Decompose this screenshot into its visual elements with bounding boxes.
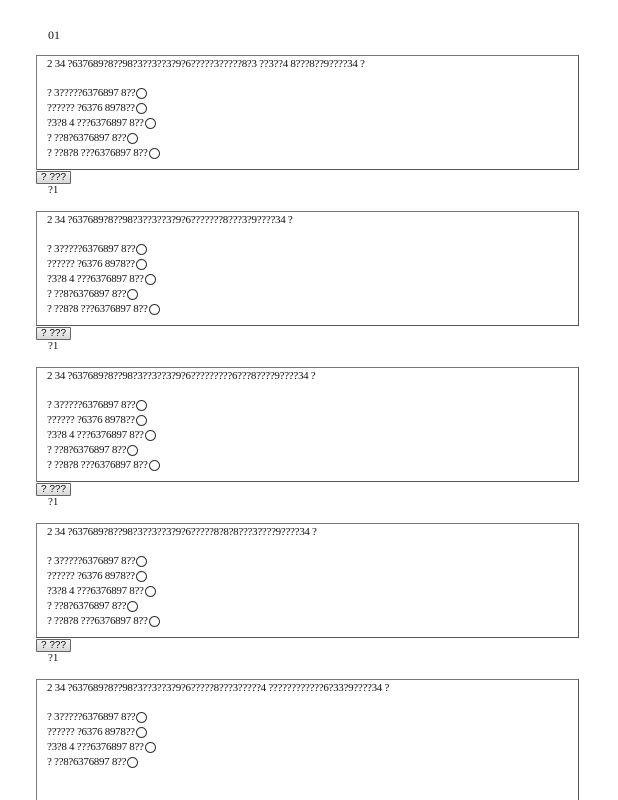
choice-label: ? 3?????6376897 8??	[47, 87, 136, 99]
radio-button[interactable]	[136, 244, 147, 255]
choice-item[interactable]	[47, 614, 568, 629]
choice-item[interactable]	[47, 242, 568, 257]
radio-button[interactable]	[136, 259, 147, 270]
radio-button[interactable]	[127, 289, 138, 300]
choice-item[interactable]	[47, 569, 568, 584]
choice-label: ? ??8?6376897 8??	[47, 132, 127, 144]
radio-button[interactable]	[149, 460, 160, 471]
radio-button[interactable]	[145, 430, 156, 441]
choice-item[interactable]	[47, 86, 568, 101]
radio-button[interactable]	[149, 304, 160, 315]
radio-button[interactable]	[145, 742, 156, 753]
radio-button[interactable]	[145, 586, 156, 597]
radio-button[interactable]	[136, 103, 147, 114]
radio-button[interactable]	[136, 712, 147, 723]
choice-item[interactable]	[47, 287, 568, 302]
radio-button[interactable]	[145, 118, 156, 129]
choice-label: ?????? ?6376 8978??	[47, 570, 135, 582]
choice-item[interactable]	[47, 740, 568, 755]
choice-item[interactable]	[47, 554, 568, 569]
choice-item[interactable]	[47, 725, 568, 740]
choice-item[interactable]	[47, 443, 568, 458]
choice-label: ? ??8?8 ???6376897 8??	[47, 147, 148, 159]
choice-label: ?3?8 4 ???6376897 8??	[47, 429, 144, 441]
choice-item[interactable]	[47, 146, 568, 161]
submit-button[interactable]: ? ???	[36, 327, 71, 340]
choice-item[interactable]	[47, 257, 568, 272]
choice-label: ? ??8?6376897 8??	[47, 600, 127, 612]
question-box	[36, 679, 579, 800]
result-text: ?1	[48, 652, 59, 664]
choice-label: ?3?8 4 ???6376897 8??	[47, 273, 144, 285]
choice-item[interactable]	[47, 101, 568, 116]
choice-label: ?3?8 4 ???6376897 8??	[47, 585, 144, 597]
choice-item[interactable]	[47, 584, 568, 599]
choice-item[interactable]	[47, 599, 568, 614]
choice-label: ?????? ?6376 8978??	[47, 258, 135, 270]
radio-button[interactable]	[127, 601, 138, 612]
question-box	[36, 211, 579, 326]
page-title: 01	[48, 28, 60, 42]
question-text: 2 34 ?637689?8??98?3??3??3?9?6???????8???3?9????34 ?	[47, 214, 293, 226]
choice-item[interactable]	[47, 272, 568, 287]
choice-item[interactable]	[47, 302, 568, 317]
question-text: 2 34 ?637689?8??98?3??3??3?9?6?????8???3?????4 ????????????6?33?9????34 ?	[47, 682, 390, 694]
question-text: 2 34 ?637689?8??98?3??3??3?9?6?????????6???8????9????34 ?	[47, 370, 316, 382]
question-block	[36, 523, 579, 665]
result-text: ?1	[48, 184, 59, 196]
choice-item[interactable]	[47, 710, 568, 725]
choice-label: ? ??8?6376897 8??	[47, 444, 127, 456]
choice-label: ? ??8?6376897 8??	[47, 756, 127, 768]
result-text: ?1	[48, 496, 59, 508]
radio-button[interactable]	[136, 88, 147, 99]
choice-item[interactable]	[47, 131, 568, 146]
submit-button[interactable]: ? ???	[36, 483, 71, 496]
radio-button[interactable]	[149, 148, 160, 159]
radio-button[interactable]	[136, 727, 147, 738]
question-box	[36, 55, 579, 170]
choice-list	[47, 554, 568, 629]
submit-button[interactable]: ? ???	[36, 639, 71, 652]
choice-label: ?????? ?6376 8978??	[47, 726, 135, 738]
choice-label: ? 3?????6376897 8??	[47, 711, 136, 723]
radio-button[interactable]	[145, 274, 156, 285]
radio-button[interactable]	[136, 571, 147, 582]
question-block	[36, 679, 579, 800]
choice-label: ?????? ?6376 8978??	[47, 102, 135, 114]
choice-item[interactable]	[47, 116, 568, 131]
radio-button[interactable]	[127, 133, 138, 144]
radio-button[interactable]	[136, 556, 147, 567]
choice-label: ? 3?????6376897 8??	[47, 243, 136, 255]
question-block	[36, 55, 579, 197]
choice-label: ?????? ?6376 8978??	[47, 414, 135, 426]
choice-item[interactable]	[47, 413, 568, 428]
choice-label: ?3?8 4 ???6376897 8??	[47, 117, 144, 129]
radio-button[interactable]	[127, 445, 138, 456]
submit-button[interactable]: ? ???	[36, 171, 71, 184]
choice-item[interactable]	[47, 755, 568, 770]
choice-label: ? ??8?6376897 8??	[47, 288, 127, 300]
result-text: ?1	[48, 340, 59, 352]
choice-item[interactable]	[47, 458, 568, 473]
choice-item[interactable]	[47, 398, 568, 413]
choice-label: ? ??8?8 ???6376897 8??	[47, 459, 148, 471]
choice-list	[47, 242, 568, 317]
question-block	[36, 211, 579, 353]
radio-button[interactable]	[149, 616, 160, 627]
choice-label: ? 3?????6376897 8??	[47, 555, 136, 567]
radio-button[interactable]	[136, 400, 147, 411]
choice-item[interactable]	[47, 428, 568, 443]
choice-list	[47, 86, 568, 161]
choice-label: ? ??8?8 ???6376897 8??	[47, 303, 148, 315]
question-text: 2 34 ?637689?8??98?3??3??3?9?6?????8?8?8???3????9????34 ?	[47, 526, 317, 538]
choice-list	[47, 398, 568, 473]
choice-label: ?3?8 4 ???6376897 8??	[47, 741, 144, 753]
choice-label: ? ??8?8 ???6376897 8??	[47, 615, 148, 627]
radio-button[interactable]	[136, 415, 147, 426]
question-text: 2 34 ?637689?8??98?3??3??3?9?6?????3?????8?3 ??3??4 8???8??9????34 ?	[47, 58, 365, 70]
question-box	[36, 523, 579, 638]
question-box	[36, 367, 579, 482]
choice-label: ? 3?????6376897 8??	[47, 399, 136, 411]
question-block	[36, 367, 579, 509]
choice-list	[47, 710, 568, 770]
radio-button[interactable]	[127, 757, 138, 768]
